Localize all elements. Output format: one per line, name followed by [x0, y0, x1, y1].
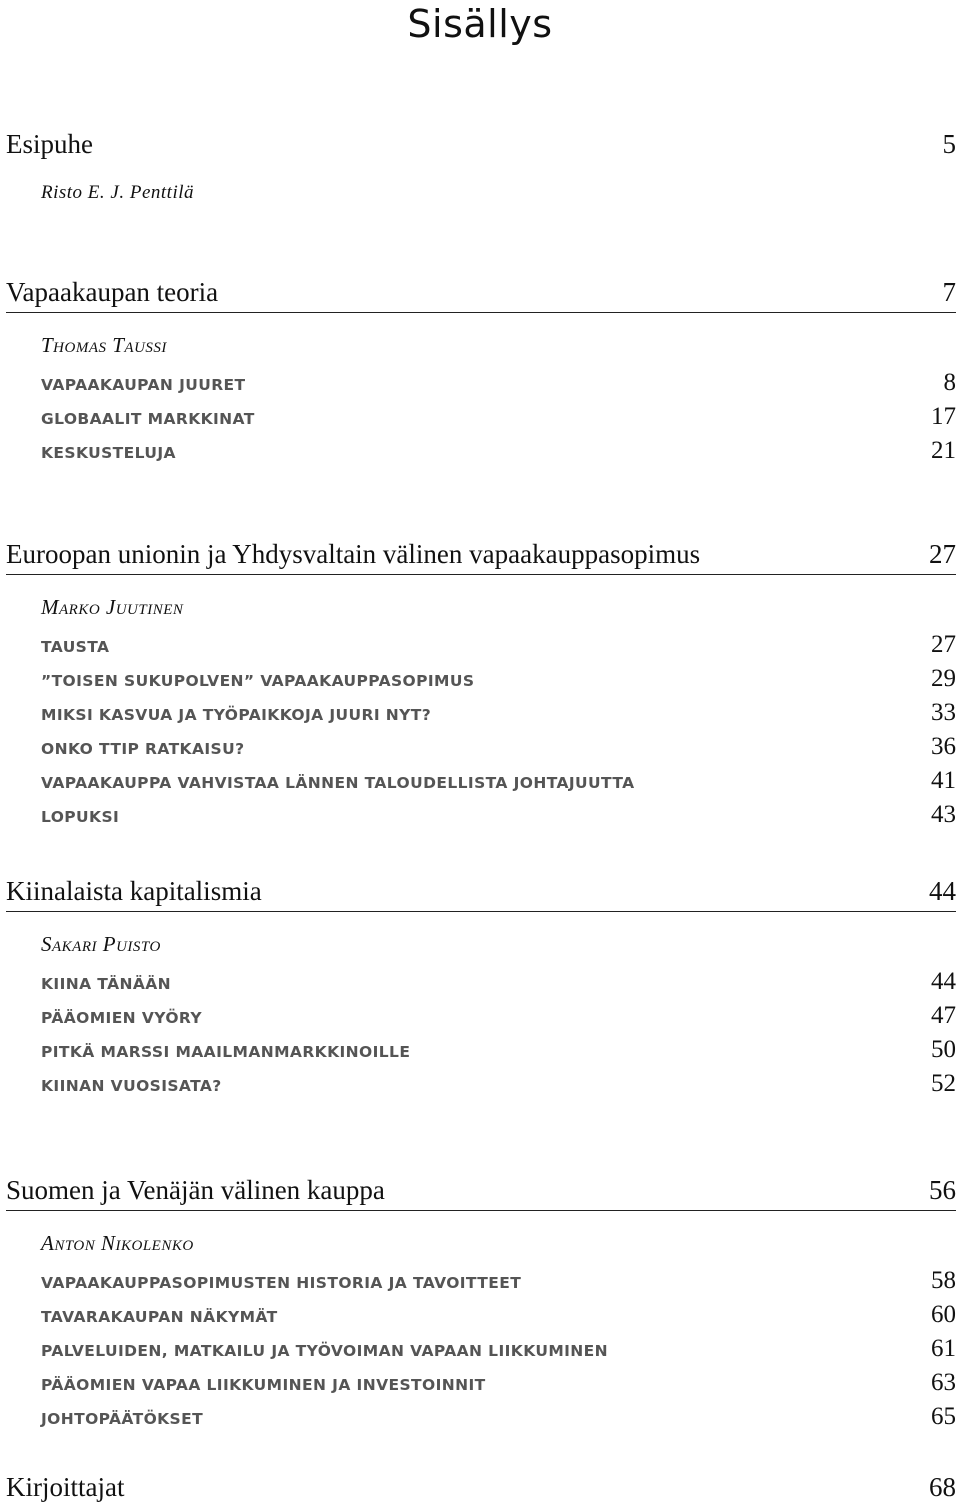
section-page: 27: [929, 539, 956, 569]
toc-subentry[interactable]: [6, 801, 956, 835]
subentry-page: 65: [931, 1403, 956, 1430]
subentry-page: 36: [931, 733, 956, 760]
toc-subentry[interactable]: [6, 733, 956, 767]
toc-subentry[interactable]: [6, 403, 956, 437]
subentry-title: GLOBAALIT MARKKINAT: [41, 410, 255, 428]
toc-section-suomi-venaja: [6, 1170, 956, 1437]
section-heading[interactable]: [6, 1467, 956, 1507]
section-title: Vapaakaupan teoria: [6, 277, 219, 307]
subentry-page: 47: [931, 1002, 956, 1029]
section-author: Thomas Taussi: [41, 333, 167, 357]
subentry-title: TAVARAKAUPAN NÄKYMÄT: [41, 1308, 278, 1326]
toc-subentry[interactable]: [6, 1002, 956, 1036]
toc-subentry[interactable]: [6, 437, 956, 471]
subentry-page: 58: [931, 1267, 956, 1294]
section-title: Esipuhe: [6, 129, 93, 159]
subentry-title: LOPUKSI: [41, 808, 120, 826]
toc-subentry[interactable]: [6, 1267, 956, 1301]
subentry-title: KESKUSTELUJA: [41, 444, 176, 462]
subentry-title: VAPAAKAUPPASOPIMUSTEN HISTORIA JA TAVOITTEET: [41, 1274, 522, 1292]
subentry-page: 29: [931, 665, 956, 692]
toc-subentry[interactable]: [6, 1036, 956, 1070]
toc-section-kirjoittajat: [6, 1467, 956, 1507]
section-title: Suomen ja Venäjän välinen kauppa: [6, 1175, 385, 1205]
toc-subentry[interactable]: [6, 1335, 956, 1369]
toc-subentry[interactable]: [6, 369, 956, 403]
subentry-page: 60: [931, 1301, 956, 1328]
toc-section-kiinalaista-kapitalismia: [6, 871, 956, 1104]
toc-subentry[interactable]: [6, 1070, 956, 1104]
page-title: Sisällys: [407, 2, 553, 46]
subentry-title: PITKÄ MARSSI MAAILMANMARKKINOILLE: [41, 1043, 411, 1061]
subentry-title: JOHTOPÄÄTÖKSET: [41, 1410, 204, 1428]
toc-subentry[interactable]: [6, 1369, 956, 1403]
section-title: Kirjoittajat: [6, 1472, 125, 1502]
subentry-page: 8: [943, 369, 956, 396]
section-page: 56: [929, 1175, 956, 1205]
toc-subentry[interactable]: [6, 968, 956, 1002]
subentry-page: 41: [931, 767, 956, 794]
section-author: Risto E. J. Penttilä: [41, 182, 195, 203]
section-author: Sakari Puisto: [41, 932, 161, 956]
subentry-title: TAUSTA: [41, 638, 110, 656]
toc-section-esipuhe: [6, 124, 956, 212]
toc-subentry[interactable]: [6, 1301, 956, 1335]
toc-section-eu-yhdysvallat: [6, 534, 956, 835]
subentry-title: PÄÄOMIEN VYÖRY: [41, 1009, 203, 1027]
section-heading[interactable]: [6, 272, 956, 313]
section-heading[interactable]: [6, 1170, 956, 1211]
subentry-page: 17: [931, 403, 956, 430]
subentry-title: MIKSI KASVUA JA TYÖPAIKKOJA JUURI NYT?: [41, 706, 432, 724]
section-page: 44: [929, 876, 956, 906]
section-author: Anton Nikolenko: [41, 1231, 194, 1255]
section-title: Kiinalaista kapitalismia: [6, 876, 262, 906]
section-page: 7: [942, 277, 956, 307]
section-title: Euroopan unionin ja Yhdysvaltain välinen vapaakauppasopimus: [6, 539, 701, 569]
toc-subentry[interactable]: [6, 699, 956, 733]
section-page: 5: [942, 129, 956, 159]
toc-subentry[interactable]: [6, 767, 956, 801]
subentry-page: 52: [931, 1070, 956, 1097]
subentry-title: KIINA TÄNÄÄN: [41, 975, 172, 993]
section-heading[interactable]: [6, 534, 956, 575]
subentry-title: PALVELUIDEN, MATKAILU JA TYÖVOIMAN VAPAAN LIIKKUMINEN: [41, 1342, 609, 1360]
section-heading[interactable]: [6, 124, 956, 164]
subentry-title: ”TOISEN SUKUPOLVEN” VAPAAKAUPPASOPIMUS: [41, 672, 475, 690]
subentry-title: VAPAAKAUPAN JUURET: [41, 376, 246, 394]
subentry-title: KIINAN VUOSISATA?: [41, 1077, 222, 1095]
toc-subentry[interactable]: [6, 1403, 956, 1437]
section-author: Marko Juutinen: [41, 595, 184, 619]
subentry-page: 61: [931, 1335, 956, 1362]
subentry-page: 33: [931, 699, 956, 726]
subentry-page: 50: [931, 1036, 956, 1063]
subentry-page: 27: [931, 631, 956, 658]
toc-subentry[interactable]: [6, 665, 956, 699]
toc-subentry[interactable]: [6, 631, 956, 665]
section-page: 68: [929, 1472, 956, 1502]
subentry-title: PÄÄOMIEN VAPAA LIIKKUMINEN JA INVESTOINNIT: [41, 1376, 486, 1394]
subentry-page: 21: [931, 437, 956, 464]
subentry-title: VAPAAKAUPPA VAHVISTAA LÄNNEN TALOUDELLISTA JOHTAJUUTTA: [41, 774, 635, 792]
subentry-page: 43: [931, 801, 956, 828]
toc-section-vapaakaupan-teoria: [6, 272, 956, 471]
subentry-page: 44: [931, 968, 956, 995]
subentry-page: 63: [931, 1369, 956, 1396]
subentry-title: ONKO TTIP RATKAISU?: [41, 740, 245, 758]
section-heading[interactable]: [6, 871, 956, 912]
